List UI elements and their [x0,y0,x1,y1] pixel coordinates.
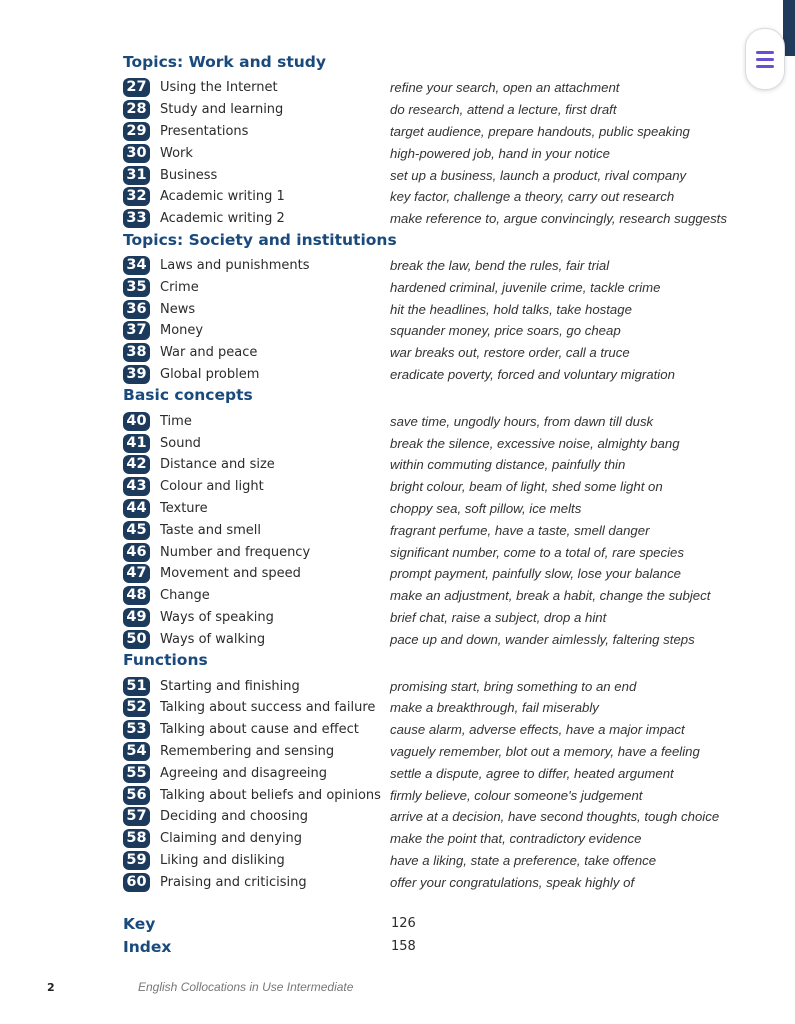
unit-examples: within commuting distance, painfully thin [390,457,626,473]
unit-topic: Money [160,323,204,339]
table-of-contents [123,52,743,893]
unit-number-badge: 35 [123,278,150,297]
unit-topic: Time [160,413,192,429]
back-matter-page: 126 [391,916,416,931]
unit-topic: Ways of walking [160,631,266,647]
unit-row[interactable] [123,255,743,277]
unit-examples: eradicate poverty, forced and voluntary migration [390,366,675,382]
unit-topic: Presentations [160,123,249,139]
unit-row[interactable] [123,208,743,230]
unit-row[interactable] [123,121,743,143]
page-number: 2 [47,981,55,994]
menu-button[interactable] [745,28,785,90]
unit-examples: refine your search, open an attachment [390,80,620,96]
unit-topic: Business [160,167,218,183]
unit-examples: vaguely remember, blot out a memory, have a feeling [390,743,700,759]
unit-row[interactable] [123,454,743,476]
unit-number-badge: 41 [123,434,150,453]
unit-row[interactable] [123,342,743,364]
unit-row[interactable] [123,541,743,563]
unit-topic: Work [160,145,193,161]
unit-examples: offer your congratulations, speak highly of [390,874,635,890]
back-matter-list [123,912,623,958]
unit-row[interactable] [123,432,743,454]
unit-examples: settle a dispute, agree to differ, heated argument [390,765,674,781]
unit-row[interactable] [123,607,743,629]
unit-examples: break the law, bend the rules, fair trial [390,257,610,273]
unit-number-badge: 44 [123,499,150,518]
unit-examples: do research, attend a lecture, first draft [390,102,617,118]
unit-topic: Global problem [160,366,260,382]
unit-number-badge: 30 [123,144,150,163]
unit-number-badge: 39 [123,365,150,384]
unit-examples: make the point that, contradictory evidence [390,831,642,847]
section-title: Basic concepts [123,386,253,405]
hamburger-menu-icon [756,51,774,54]
unit-number-badge: 55 [123,764,150,783]
unit-number-badge: 45 [123,521,150,540]
unit-row[interactable] [123,563,743,585]
unit-topic: Crime [160,279,199,295]
unit-topic: News [160,301,196,317]
unit-topic: War and peace [160,345,258,361]
unit-row[interactable] [123,762,743,784]
unit-row[interactable] [123,828,743,850]
unit-row[interactable] [123,142,743,164]
unit-topic: Claiming and denying [160,831,303,847]
unit-row[interactable] [123,741,743,763]
unit-examples: promising start, bring something to an end [390,678,637,694]
section-title: Functions [123,651,208,670]
unit-examples: make an adjustment, break a habit, change the subject [390,588,711,604]
unit-number-badge: 53 [123,720,150,739]
unit-topic: Movement and speed [160,566,301,582]
unit-examples: make reference to, argue convincingly, research suggests [390,211,727,227]
unit-topic: Ways of speaking [160,609,274,625]
unit-number-badge: 28 [123,100,150,119]
unit-number-badge: 51 [123,677,150,696]
unit-number-badge: 47 [123,564,150,583]
unit-examples: make a breakthrough, fail miserably [390,700,599,716]
unit-topic: Laws and punishments [160,257,310,273]
section-title: Topics: Society and institutions [123,230,397,249]
back-matter-label: Index [123,937,172,956]
unit-examples: key factor, challenge a theory, carry out research [390,189,675,205]
unit-topic: Liking and disliking [160,852,285,868]
unit-row[interactable] [123,628,743,650]
unit-number-badge: 46 [123,543,150,562]
hamburger-menu-icon-bar [756,65,774,68]
unit-topic: Distance and size [160,457,275,473]
unit-number-badge: 49 [123,608,150,627]
unit-row[interactable] [123,476,743,498]
unit-number-badge: 57 [123,807,150,826]
unit-examples: have a liking, state a preference, take offence [390,852,657,868]
back-matter-row[interactable] [123,912,623,935]
unit-row[interactable] [123,719,743,741]
unit-examples: war breaks out, restore order, call a truce [390,345,630,361]
unit-examples: squander money, price soars, go cheap [390,323,621,339]
unit-number-badge: 60 [123,873,150,892]
unit-topic: Change [160,588,210,604]
unit-examples: pace up and down, wander aimlessly, faltering steps [390,631,695,647]
unit-topic: Sound [160,435,201,451]
unit-examples: hardened criminal, juvenile crime, tackle crime [390,279,661,295]
unit-topic: Academic writing 2 [160,211,285,227]
unit-row[interactable] [123,585,743,607]
unit-topic: Talking about cause and effect [160,722,359,738]
unit-number-badge: 36 [123,300,150,319]
unit-number-badge: 54 [123,742,150,761]
unit-number-badge: 29 [123,122,150,141]
unit-examples: brief chat, raise a subject, drop a hint [390,609,607,625]
unit-number-badge: 38 [123,343,150,362]
unit-number-badge: 58 [123,829,150,848]
unit-row[interactable] [123,276,743,298]
unit-examples: choppy sea, soft pillow, ice melts [390,500,582,516]
unit-topic: Talking about success and failure [160,700,376,716]
unit-examples: firmly believe, colour someone's judgement [390,787,643,803]
unit-topic: Colour and light [160,479,264,495]
unit-number-badge: 27 [123,78,150,97]
unit-row[interactable] [123,806,743,828]
unit-row[interactable] [123,364,743,386]
unit-number-badge: 31 [123,166,150,185]
unit-examples: high-powered job, hand in your notice [390,145,610,161]
unit-row[interactable] [123,498,743,520]
unit-row[interactable] [123,298,743,320]
unit-row[interactable] [123,410,743,432]
unit-number-badge: 34 [123,256,150,275]
unit-examples: save time, ungodly hours, from dawn till dusk [390,413,654,429]
unit-row[interactable] [123,675,743,697]
unit-examples: arrive at a decision, have second thoughts, tough choice [390,809,720,825]
book-title: English Collocations in Use Intermediate [138,980,354,994]
unit-topic: Study and learning [160,102,284,118]
unit-topic: Number and frequency [160,544,311,560]
unit-row[interactable] [123,99,743,121]
unit-topic: Taste and smell [160,522,262,538]
unit-topic: Starting and finishing [160,678,300,694]
unit-topic: Texture [160,500,208,516]
unit-row[interactable] [123,320,743,342]
unit-examples: set up a business, launch a product, rival company [390,167,687,183]
unit-row[interactable] [123,784,743,806]
back-matter-row[interactable] [123,935,623,958]
unit-row[interactable] [123,164,743,186]
unit-number-badge: 50 [123,630,150,649]
unit-number-badge: 37 [123,321,150,340]
unit-row[interactable] [123,519,743,541]
section-title: Topics: Work and study [123,53,326,71]
back-matter-label: Key [123,914,156,933]
unit-examples: cause alarm, adverse effects, have a major impact [390,722,685,738]
back-matter-page: 158 [391,939,416,954]
unit-topic: Talking about beliefs and opinions [160,787,381,803]
unit-row[interactable] [123,871,743,893]
unit-examples: significant number, come to a total of, rare species [390,544,684,560]
unit-number-badge: 48 [123,586,150,605]
unit-topic: Praising and criticising [160,874,307,890]
unit-examples: target audience, prepare handouts, public speaking [390,123,690,139]
unit-number-badge: 52 [123,698,150,717]
unit-row[interactable] [123,186,743,208]
unit-row[interactable] [123,697,743,719]
unit-topic: Agreeing and disagreeing [160,765,328,781]
unit-row[interactable] [123,850,743,872]
unit-number-badge: 33 [123,209,150,228]
unit-examples: fragrant perfume, have a taste, smell danger [390,522,650,538]
unit-number-badge: 59 [123,851,150,870]
unit-row[interactable] [123,77,743,99]
unit-examples: prompt payment, painfully slow, lose your balance [390,566,682,582]
unit-number-badge: 32 [123,187,150,206]
unit-number-badge: 40 [123,412,150,431]
unit-number-badge: 42 [123,455,150,474]
unit-topic: Academic writing 1 [160,189,285,205]
hamburger-menu-icon-bar [756,58,774,61]
unit-examples: bright colour, beam of light, shed some light on [390,479,663,495]
unit-examples: break the silence, excessive noise, almighty bang [390,435,680,451]
unit-number-badge: 56 [123,786,150,805]
unit-topic: Using the Internet [160,80,278,96]
unit-number-badge: 43 [123,477,150,496]
unit-topic: Deciding and choosing [160,809,309,825]
unit-examples: hit the headlines, hold talks, take hostage [390,301,632,317]
unit-topic: Remembering and sensing [160,743,335,759]
